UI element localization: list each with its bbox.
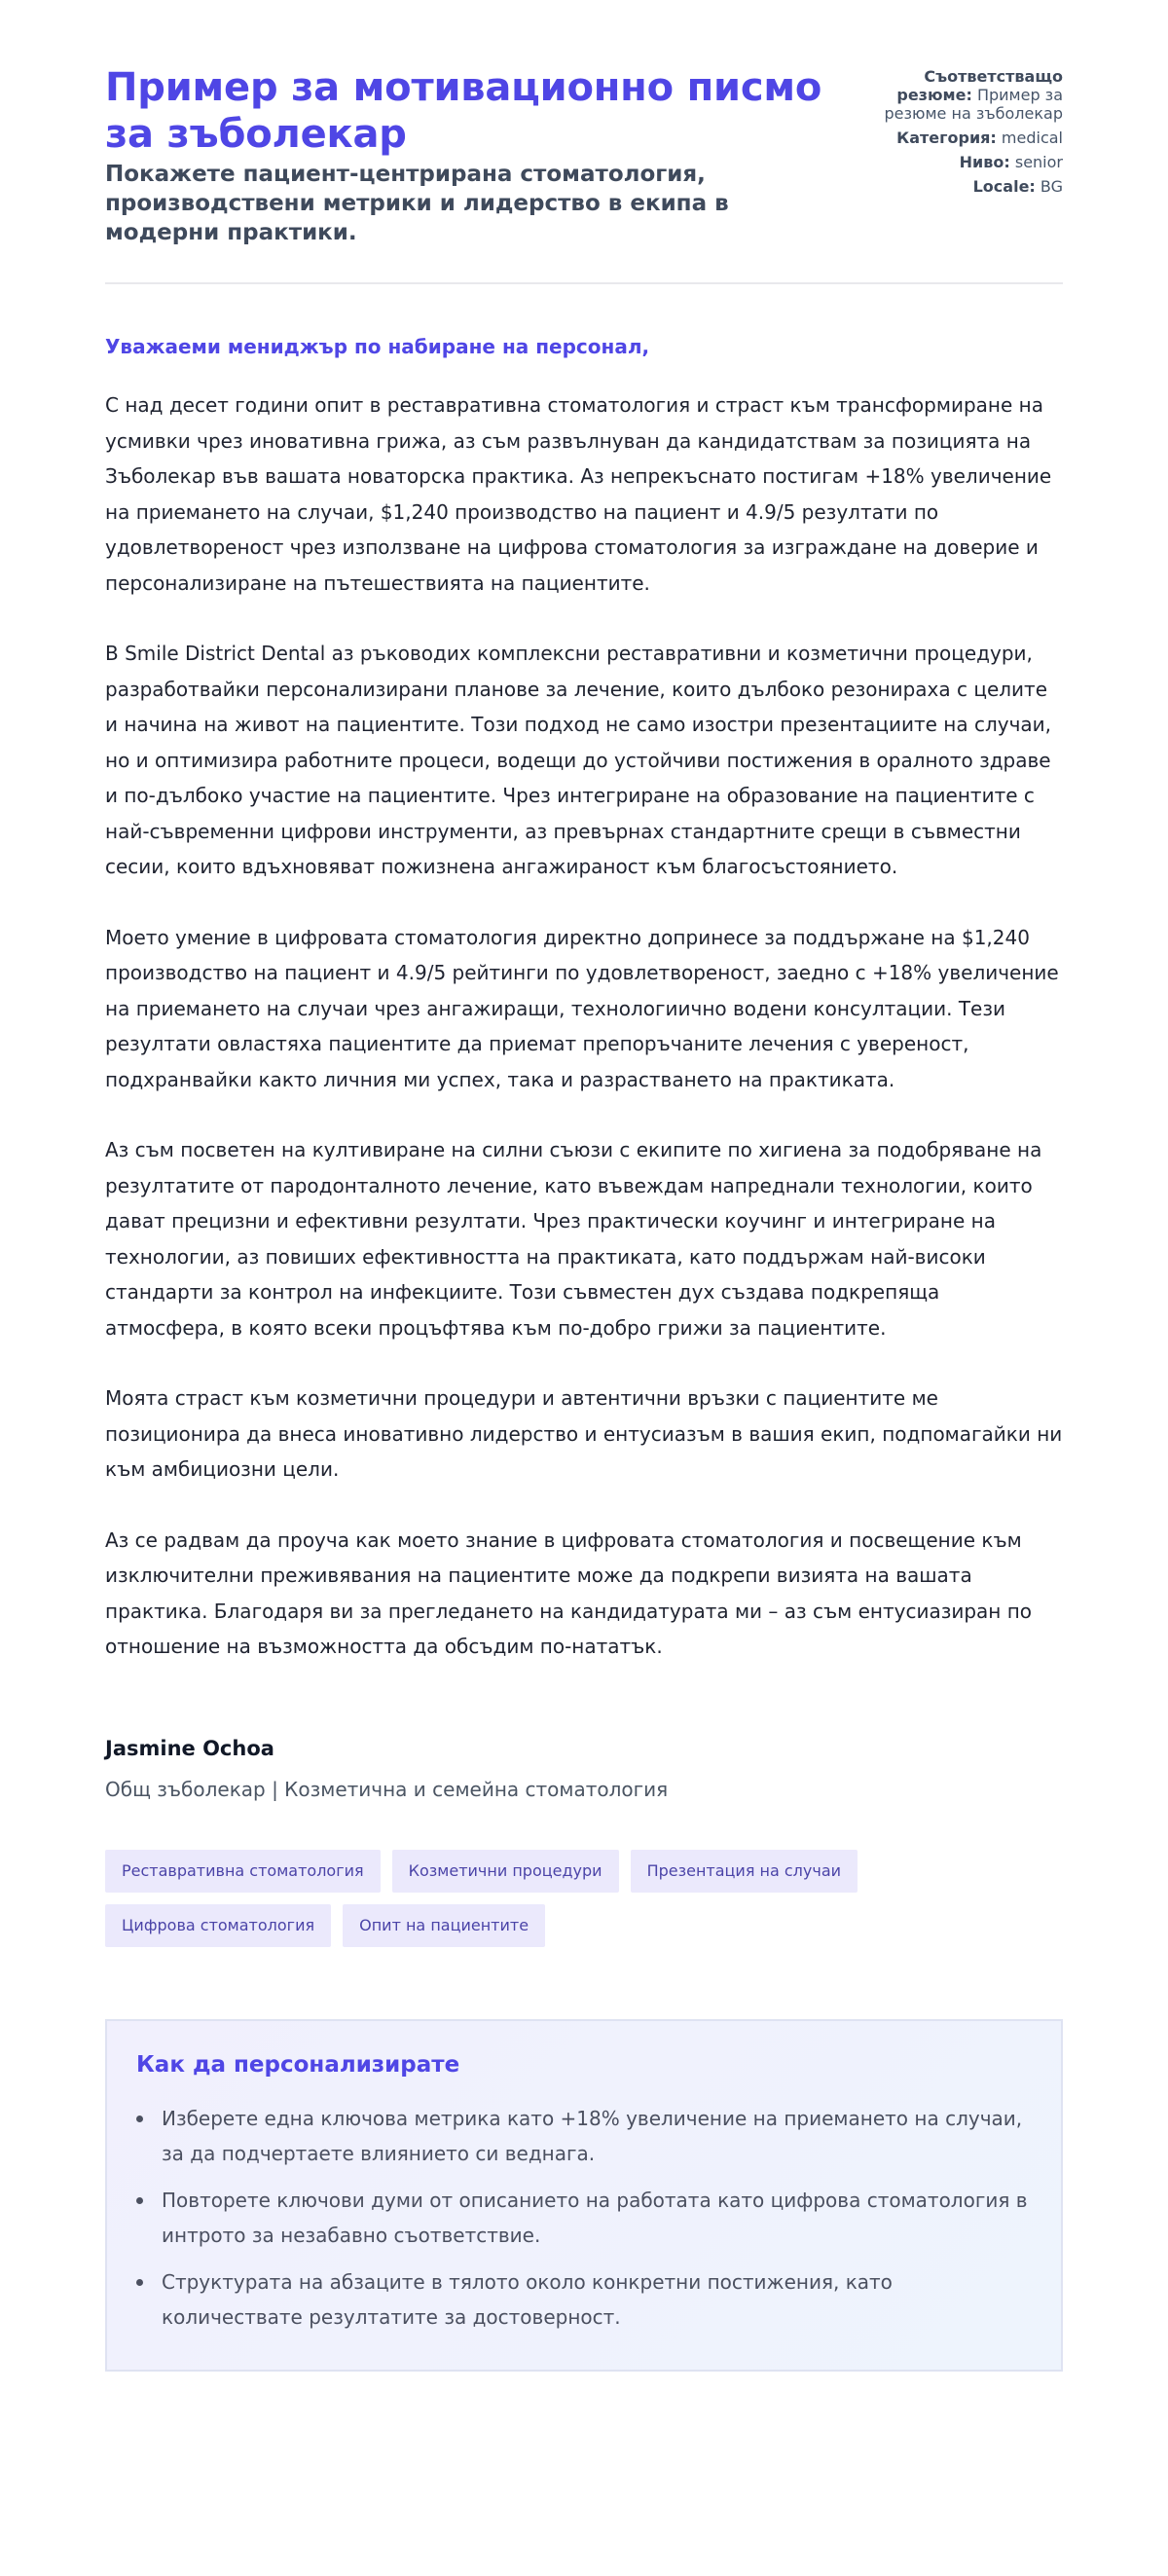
letter-paragraphs [105,387,1063,1665]
meta-category-label: Категория: [896,129,997,147]
tip-text: Повторете ключови думи от описанието на работата като цифрова стоматология в интрото за незабавно съответствие. [162,2188,1028,2247]
tip-text: Структурата на абзаците в тялото около конкретни постижения, като количествате резултатите за достоверност. [162,2269,893,2329]
tip-item [136,2183,1032,2253]
meta-level-value: senior [1014,153,1063,171]
signature-title: Общ зъболекар | Козметична и семейна стоматология [105,1777,669,1801]
meta-resume-label: Съответстващо резюме: [896,67,1063,104]
tip-item [136,2101,1032,2171]
letter-body [105,333,1063,1665]
skill-tag: Реставративна стоматология [105,1850,381,1893]
meta-level [849,153,1063,171]
salutation: Уважаеми мениджър по набиране на персонал, [105,335,650,358]
skill-tag: Презентация на случаи [631,1850,858,1893]
meta-category-value: medical [1001,129,1063,147]
skill-tag: Опит на пациентите [343,1904,545,1947]
paragraph-skills: Моето умение в цифровата стоматология директно допринесе за поддържане на $1,240 производство на пациент и 4.9/5 рейтинги по удовлетвореност, заедно с +18% увеличение на приемането на случаи чрез ангажиращи, технологиично водени консултации. Тези резултати овластяха пациентите да приемат препоръчаните лечения с увереност, подхранвайки както личния ми успех, така и разрастването на практиката. [105,925,1059,1091]
signature-name: Jasmine Ochoa [105,1736,274,1760]
paragraph-teamwork: Аз съм посветен на култивиране на силни съюзи с екипите по хигиена за подобряване на резултатите от пародонталното лечение, като въвеждам напреднали технологии, които дават прецизни и ефективни резултати. Чрез практически коучинг и интегриране на технологии, аз повиших ефективността на практиката, като поддържам най-високи стандарти за контрол на инфекциите. Този съвместен дух създава подкрепяща атмосфера, в която всеки процъфтява към по-добро грижи за пациентите. [105,1138,1042,1340]
skill-tag: Цифрова стоматология [105,1904,331,1947]
signature-block [105,1735,1063,1803]
paragraph-experience: В Smile District Dental аз ръководих комплексни реставративни и козметични процедури, разработвайки персонализирани планове за лечение, които дълбоко резонираха с целите и начина на живот на пациентите. Този подход не само изостри презентациите на случаи, но и оптимизира работните процеси, водещи до устойчиви постижения в оралното здраве и по-дълбоко участие на пациентите. Чрез интегриране на образование на пациентите с най-съвременни цифрови инструменти, аз превърнах стандартните срещи в съвместни сесии, които вдъхновяват пожизнена ангажираност към благосъстоянието. [105,642,1051,878]
page-header [105,64,1063,284]
tips-list [136,2101,1032,2335]
meta-panel [849,67,1063,202]
tips-title: Как да персонализирате [136,2051,460,2078]
bullet-icon [136,2279,143,2286]
page-title: Пример за мотивационно писмо за зъболекар [105,65,822,157]
header-title-block [105,64,825,247]
meta-resume [849,67,1063,123]
skill-tag: Козметични процедури [392,1850,619,1893]
skill-tags [105,1850,942,1947]
customization-tips-box [105,2019,1063,2372]
tip-item [136,2264,1032,2335]
tip-text: Изберете една ключова метрика като +18% увеличение на приемането на случаи, за да подчертаете влиянието си веднага. [162,2106,1023,2165]
meta-resume-value: Пример за резюме на зъболекар [884,86,1063,123]
page-subtitle: Покажете пациент-центрирана стоматология, производствени метрики и лидерство в екипа в модерни практики. [105,162,729,245]
bullet-icon [136,2197,143,2204]
bullet-icon [136,2116,143,2122]
meta-locale-value: BG [1040,177,1063,196]
meta-level-label: Ниво: [959,153,1010,171]
paragraph-intro: С над десет години опит в реставративна стоматология и страст към трансформиране на усмивки чрез иновативна грижа, аз съм развълнуван да кандидатствам за позицията на Зъболекар във вашата новаторска практика. Аз непрекъснато постигам +18% увеличение на приемането на случаи, $1,240 производство на пациент и 4.9/5 резултати по удовлетвореност чрез използване на цифрова стоматология за изграждане на доверие и персонализиране на пътешествията на пациентите. [105,393,1052,595]
meta-category [849,129,1063,147]
meta-locale [849,177,1063,196]
meta-locale-label: Locale: [972,177,1036,196]
paragraph-closing: Аз се радвам да проуча как моето знание в цифровата стоматология и посвещение към изключителни преживявания на пациентите може да подкрепи визията на вашата практика. Благодаря ви за прегледането на кандидатурата ми – аз съм ентусиазиран по отношение на възможността да обсъдим по-нататък. [105,1527,1033,1658]
paragraph-passion: Моята страст към козметични процедури и автентични връзки с пациентите ме позиционира да внеса иновативно лидерство и ентусиазъм в вашия екип, подпомагайки ни към амбициозни цели. [105,1386,1063,1481]
